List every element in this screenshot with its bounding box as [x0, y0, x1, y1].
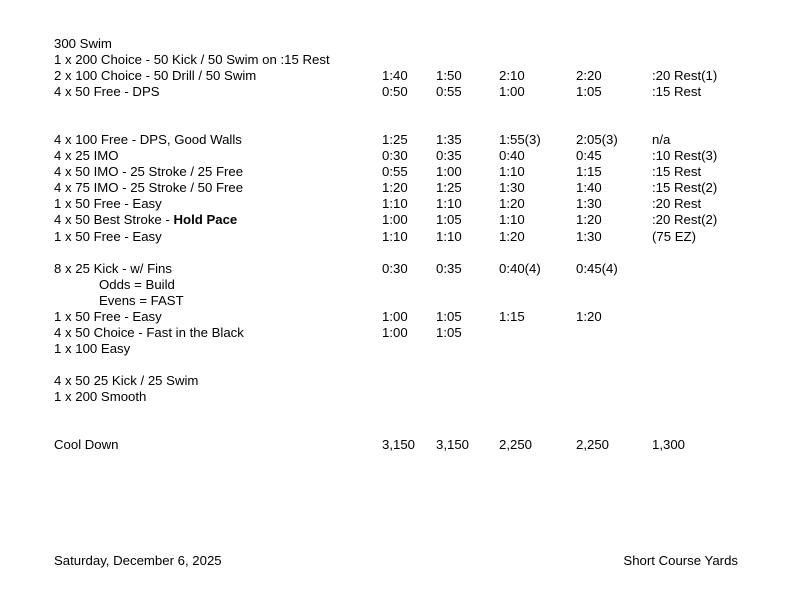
- interval-1: 1:25: [382, 132, 408, 147]
- workout-row: [0, 293, 792, 309]
- interval-1: 1:20: [382, 180, 408, 195]
- rest-note: (75 EZ): [652, 229, 696, 244]
- total-4: 2,250: [576, 437, 610, 452]
- interval-2: 1:10: [436, 229, 462, 244]
- interval-4: 0:45(4): [576, 261, 618, 276]
- workout-row: [0, 68, 792, 84]
- set-description: [54, 212, 237, 228]
- interval-3: 1:10: [499, 212, 525, 227]
- total-2: 3,150: [436, 437, 470, 452]
- interval-4: 1:05: [576, 84, 602, 99]
- interval-1: 0:30: [382, 148, 408, 163]
- interval-3: 0:40(4): [499, 261, 541, 276]
- set-sub-note: Odds = Build: [99, 277, 175, 292]
- rest-note: n/a: [652, 132, 671, 147]
- interval-2: 1:50: [436, 68, 462, 83]
- interval-4: 1:20: [576, 309, 602, 324]
- interval-4: 1:30: [576, 196, 602, 211]
- interval-2: 1:25: [436, 180, 462, 195]
- interval-4: 2:20: [576, 68, 602, 83]
- interval-1: 1:10: [382, 229, 408, 244]
- rest-note: :15 Rest: [652, 84, 702, 99]
- interval-1: 1:00: [382, 325, 408, 340]
- set-description: 1 x 50 Free - Easy: [54, 196, 162, 211]
- interval-3: 1:10: [499, 164, 525, 179]
- interval-1: 0:30: [382, 261, 408, 276]
- workout-row: [0, 212, 792, 228]
- interval-2: 1:05: [436, 212, 462, 227]
- interval-4: 1:15: [576, 164, 602, 179]
- workout-row: [0, 196, 792, 212]
- workout-row: [0, 229, 792, 245]
- set-description: 1 x 200 Smooth: [54, 389, 147, 404]
- set-description: 4 x 25 IMO: [54, 148, 119, 163]
- set-description: 8 x 25 Kick - w/ Fins: [54, 261, 172, 276]
- set-description-text: 4 x 50 Best Stroke -: [54, 212, 174, 227]
- interval-4: 1:40: [576, 180, 602, 195]
- interval-1: 1:40: [382, 68, 408, 83]
- interval-1: 1:00: [382, 212, 408, 227]
- interval-3: 2:10: [499, 68, 525, 83]
- footer-date: Saturday, December 6, 2025: [54, 553, 222, 568]
- set-description: 1 x 100 Easy: [54, 341, 131, 356]
- interval-3: 1:00: [499, 84, 525, 99]
- interval-4: 2:05(3): [576, 132, 618, 147]
- workout-row: [0, 164, 792, 180]
- rest-note: :20 Rest(2): [652, 212, 718, 227]
- workout-row: [0, 180, 792, 196]
- workout-row: [0, 52, 792, 68]
- set-description: 1 x 50 Free - Easy: [54, 229, 162, 244]
- rest-note: :20 Rest: [652, 196, 702, 211]
- total-1: 3,150: [382, 437, 416, 452]
- set-description: 4 x 50 25 Kick / 25 Swim: [54, 373, 199, 388]
- workout-row: [0, 389, 792, 405]
- rest-note: :20 Rest(1): [652, 68, 718, 83]
- interval-2: 1:00: [436, 164, 462, 179]
- workout-row: [0, 36, 792, 52]
- set-description: 4 x 50 Choice - Fast in the Black: [54, 325, 244, 340]
- interval-2: 0:35: [436, 261, 462, 276]
- interval-4: 1:20: [576, 212, 602, 227]
- workout-row: [0, 132, 792, 148]
- workout-row: [0, 341, 792, 357]
- interval-3: 0:40: [499, 148, 525, 163]
- set-description: 4 x 100 Free - DPS, Good Walls: [54, 132, 242, 147]
- rest-note: :10 Rest(3): [652, 148, 718, 163]
- rest-note: :15 Rest(2): [652, 180, 718, 195]
- interval-3: 1:20: [499, 196, 525, 211]
- workout-row: [0, 309, 792, 325]
- footer-course: Short Course Yards: [623, 553, 738, 568]
- workout-row: [0, 261, 792, 277]
- total-3: 2,250: [499, 437, 533, 452]
- interval-3: 1:20: [499, 229, 525, 244]
- interval-1: 1:00: [382, 309, 408, 324]
- rest-note: :15 Rest: [652, 164, 702, 179]
- set-description: 300 Swim: [54, 36, 112, 51]
- interval-1: 0:50: [382, 84, 408, 99]
- interval-1: 1:10: [382, 196, 408, 211]
- interval-3: 1:15: [499, 309, 525, 324]
- interval-2: 1:05: [436, 325, 462, 340]
- workout-row: [0, 277, 792, 293]
- interval-3: 1:55(3): [499, 132, 541, 147]
- set-description: 1 x 50 Free - Easy: [54, 309, 162, 324]
- interval-2: 0:55: [436, 84, 462, 99]
- interval-2: 0:35: [436, 148, 462, 163]
- interval-3: 1:30: [499, 180, 525, 195]
- interval-2: 1:35: [436, 132, 462, 147]
- interval-1: 0:55: [382, 164, 408, 179]
- workout-row: [0, 148, 792, 164]
- set-description: 4 x 50 IMO - 25 Stroke / 25 Free: [54, 164, 244, 179]
- total-5: 1,300: [652, 437, 686, 452]
- set-description: 4 x 75 IMO - 25 Stroke / 50 Free: [54, 180, 244, 195]
- set-description: Cool Down: [54, 437, 119, 452]
- interval-2: 1:10: [436, 196, 462, 211]
- set-description: 1 x 200 Choice - 50 Kick / 50 Swim on :15 Rest: [54, 52, 330, 67]
- workout-row: [0, 84, 792, 100]
- set-description: 4 x 50 Free - DPS: [54, 84, 160, 99]
- workout-row: [0, 373, 792, 389]
- set-sub-note: Evens = FAST: [99, 293, 184, 308]
- workout-row: [0, 325, 792, 341]
- set-description: 2 x 100 Choice - 50 Drill / 50 Swim: [54, 68, 257, 83]
- interval-4: 0:45: [576, 148, 602, 163]
- interval-2: 1:05: [436, 309, 462, 324]
- set-description-emphasis: Hold Pace: [173, 212, 238, 227]
- workout-row: [0, 437, 792, 453]
- interval-4: 1:30: [576, 229, 602, 244]
